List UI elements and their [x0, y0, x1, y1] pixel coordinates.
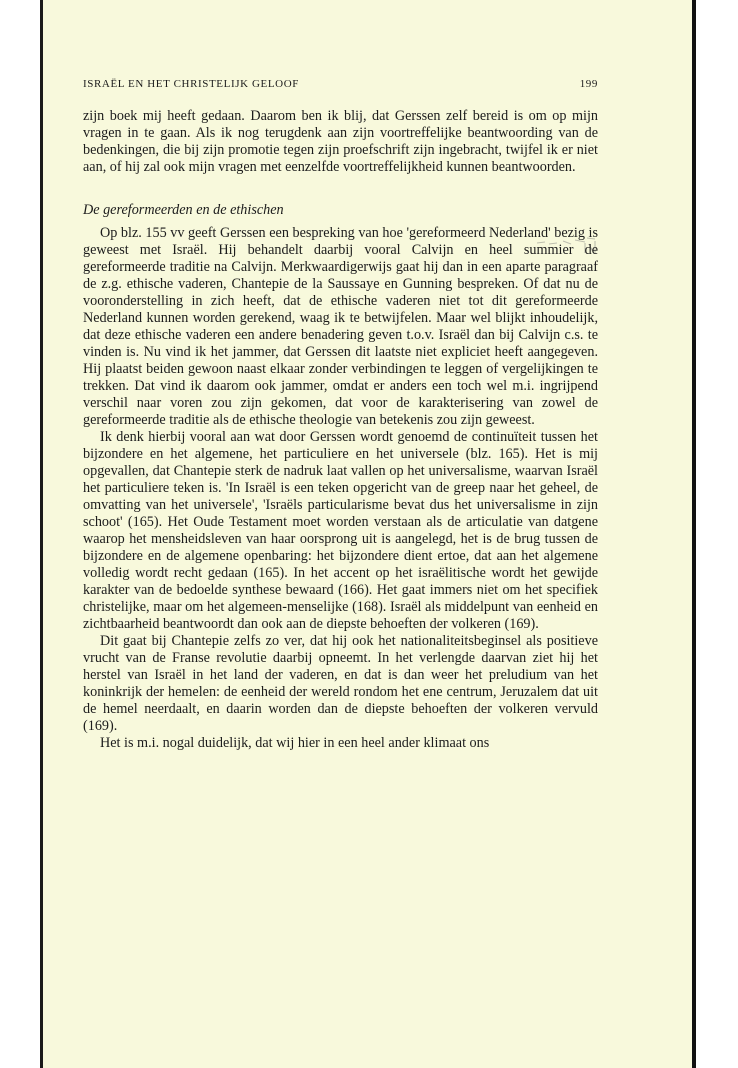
page-number: 199	[579, 78, 598, 90]
page-right-edge	[692, 0, 696, 1068]
text-column	[83, 76, 598, 752]
body-paragraph-2: Ik denk hierbij vooral aan wat door Gerssen wordt genoemd de continuïteit tussen het bijzondere en het algemene, het particuliere en het universele (blz. 165). Het is mij opgevallen, dat Chantepie sterk de nadruk laat vallen op het universalisme, waarvan Israël het particuliere teken is. 'In Israël is een teken opgericht van de greep naar het geheel, de omvatting van het universele', 'Israëls particularisme bevat dus het universalisme in zijn schoot' (165). Het Oude Testament moet worden verstaan als de articulatie van datgene waarop het mensheidsleven van haar oorsprong uit is aangelegd, het is de brug tussen de bijzondere en de algemene openbaring: het bijzondere dient ertoe, dat aan het algemene volledig wordt recht gedaan (165). In het accent op het israëlitische wordt het gewijde karakter van de bedoelde synthese bewaard (166). Het gaat immers niet om het specifiek christelijke, maar om het algemeen-menselijke (168). Israël als middelpunt van eenheid en zichtbaarheid beantwoordt dan ook aan de diepste behoeften der volkeren (169).	[83, 429, 598, 632]
section-heading: De gereformeerden en de ethischen	[83, 202, 284, 218]
running-title: ISRAËL EN HET CHRISTELIJK GELOOF	[83, 78, 299, 90]
page-left-edge	[40, 0, 43, 1068]
body-paragraph-3: Dit gaat bij Chantepie zelfs zo ver, dat hij ook het nationaliteitsbeginsel als positieve vrucht van de Franse revolutie daarbij opneemt. In het verlengde daarvan ziet hij het herstel van Israël in het land der vaderen, en dat is dan weer het preludium van het koninkrijk der hemelen: de eenheid der wereld rondom het ene centrum, Jeruzalem dat uit de hemel neerdaalt, en daarin worden dan de diepste behoeften der volkeren vervuld (169).	[83, 633, 598, 734]
running-header	[83, 76, 598, 93]
body-paragraph-1: Op blz. 155 vv geeft Gerssen een bespreking van hoe 'gereformeerd Nederland' bezig is geweest met Israël. Hij behandelt daarbij vooral Calvijn en heel summier de gereformeerde traditie na Calvijn. Merkwaardigerwijs gaat hij dan in een aparte paragraaf de z.g. ethische vaderen, Chantepie de la Saussaye en Gunning bespreken. Of dat nu de vooronderstelling in zich heeft, dat de ethische vaderen niet tot dit gereformeerde Nederland kunnen worden gerekend, waag ik te betwijfelen. Maar wel blijkt inhoudelijk, dat deze ethische vaderen een andere benadering geven t.o.v. Israël dan bij Calvijn c.s. te vinden is. Nu vind ik het jammer, dat Gerssen dit laatste niet expliciet heeft aangegeven. Hij plaatst beiden gewoon naast elkaar zonder verbindingen te leggen of vergelijkingen te trekken. Dat vind ik daarom ook jammer, omdat er anders een toch wel m.i. ingrijpend verschil naar voren zou zijn gekomen, dat voor de karakterisering van zowel de gereformeerde traditie als de ethische theologie van betekenis zou zijn geweest.	[83, 225, 598, 428]
opening-paragraph: zijn boek mij heeft gedaan. Daarom ben ik blij, dat Gerssen zelf bereid is om op mijn vragen in te gaan. Als ik nog terugdenk aan zijn voortreffelijke beantwoording van de bedenkingen, die bij zijn promotie tegen zijn proefschrift zijn ingebracht, twijfel ik er niet aan, of hij zal ook mijn vragen met eenzelfde voortreffelijkheid kunnen beantwoorden.	[83, 108, 598, 175]
body-paragraph-4: Het is m.i. nogal duidelijk, dat wij hier in een heel ander klimaat ons	[100, 735, 490, 751]
